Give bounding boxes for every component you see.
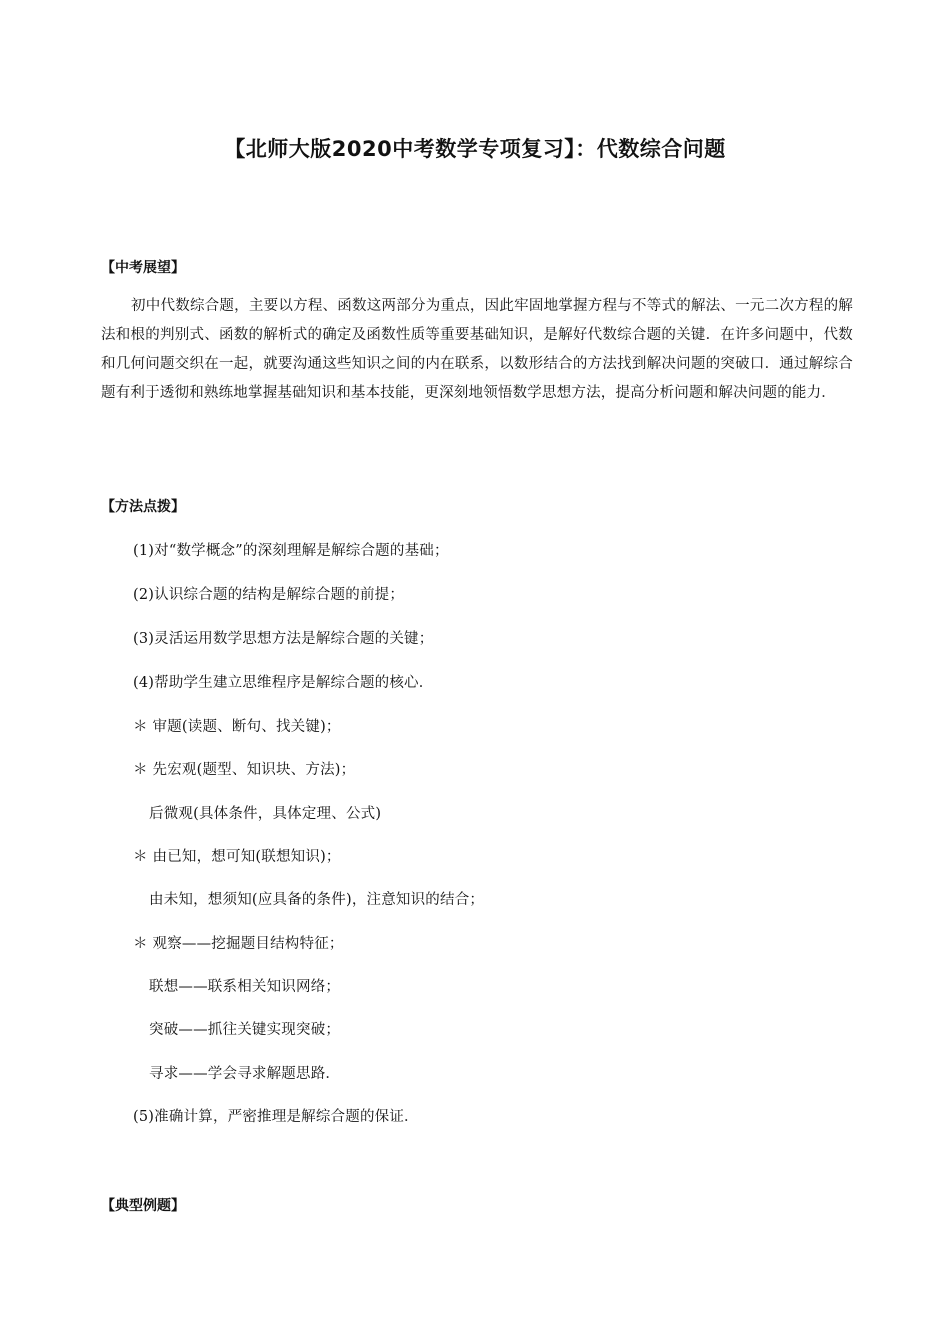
method-item-5: (5)准确计算，严密推理是解综合题的保证． bbox=[133, 1109, 419, 1125]
method-bullet-review: ＊ 审题(读题、断句、找关键)； bbox=[133, 719, 341, 735]
method-item-1: (1)对“数学概念”的深刻理解是解综合题的基础； bbox=[133, 543, 449, 559]
section-heading-methods: 【方法点拨】 bbox=[101, 499, 185, 515]
method-bullet-observe: ＊ 观察——挖掘题目结构特征； bbox=[133, 936, 344, 952]
method-item-2: (2)认识综合题的结构是解综合题的前提； bbox=[133, 587, 405, 603]
outlook-paragraph: 初中代数综合题，主要以方程、函数这两部分为重点，因此牢固地掌握方程与不等式的解法、一元二次方程的解法和根的判别式、函数的解析式的确定及函数性质等重要基础知识，是解好代数综合题的关键．在许多问题中，代数和几何问题交织在一起，就要沟通这些知识之间的内在联系，以数形结合的方法找到解决问题的突破口．通过解综合题有利于透彻和熟练地掌握基础知识和基本技能，更深刻地领悟数学思想方法，提高分析问题和解决问题的能力． bbox=[101, 298, 853, 401]
method-sub-associate: 联想——联系相关知识网络； bbox=[149, 979, 341, 995]
method-item-3: (3)灵活运用数学思想方法是解综合题的关键； bbox=[133, 631, 434, 647]
method-sub-breakthrough: 突破——抓往关键实现突破； bbox=[149, 1022, 341, 1038]
page-title: 【北师大版2020中考数学专项复习】：代数综合问题 bbox=[224, 137, 726, 161]
method-sub-seek: 寻求——学会寻求解题思路． bbox=[149, 1066, 341, 1082]
method-sub-unknown: 由未知，想须知(应具备的条件)，注意知识的结合； bbox=[149, 892, 485, 908]
section-heading-examples: 【典型例题】 bbox=[101, 1198, 185, 1214]
method-item-4: (4)帮助学生建立思维程序是解综合题的核心． bbox=[133, 675, 434, 691]
method-bullet-known: ＊ 由已知，想可知(联想知识)； bbox=[133, 849, 341, 865]
method-bullet-macro: ＊ 先宏观(题型、知识块、方法)； bbox=[133, 762, 356, 778]
method-sub-micro: 后微观(具体条件，具体定理、公式) bbox=[149, 806, 382, 822]
section-heading-outlook: 【中考展望】 bbox=[101, 260, 185, 276]
